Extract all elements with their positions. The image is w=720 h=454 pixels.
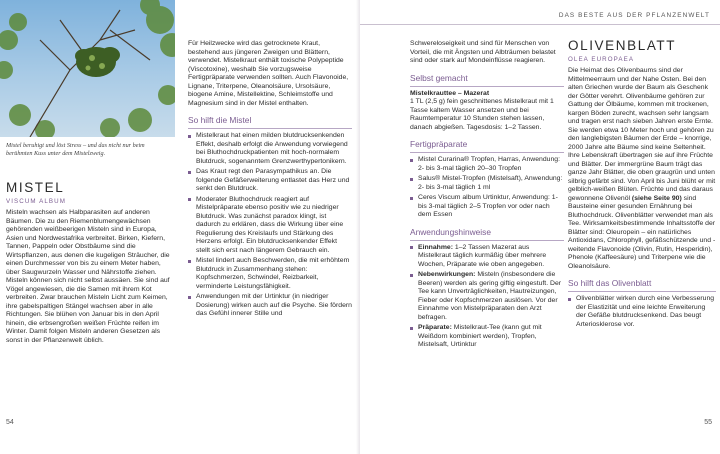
item-label: Präparate: bbox=[418, 324, 452, 331]
list-item: Mistel Curarina® Tropfen, Harras, Anwendung: 2- bis 3-mal täglich 20–30 Tropfen bbox=[410, 156, 564, 173]
tea-recipe-text: 1 TL (2,5 g) fein geschnittenes Mistelkraut mit 1 Tasse kaltem Wasser ansetzen und bei Raumtemperatur 10 Stunden stehen lassen, danach abgießen. Tagesdosis: 1–2 Tassen. bbox=[410, 98, 554, 131]
olivenblatt-latin-name: OLEA EUROPAEA bbox=[568, 56, 635, 63]
page-reference: (siehe Seite 90) bbox=[631, 194, 682, 202]
tea-recipe-title: Mistelkrauttee – Mazerat bbox=[410, 89, 490, 97]
mistel-help-list bbox=[188, 132, 352, 319]
mistel-continued-text: Schwereloseigkeit und sind für Menschen von Vorteil, die mit Ängsten und Albträumen belastet sind oder stark auf Mondeinflüsse reagieren. bbox=[410, 40, 556, 64]
running-head: DAS BESTE AUS DER PFLANZENWELT bbox=[558, 12, 710, 19]
olivenblatt-text bbox=[568, 67, 716, 271]
item-text: Mistelkraut-Tee (kann gut mit Weißdorn kombiniert werden), Tropfen, Mistelsaft, Urtinktur bbox=[418, 324, 542, 348]
divider bbox=[568, 291, 716, 292]
mistletoe-tree-illustration bbox=[0, 0, 175, 137]
divider bbox=[188, 128, 352, 129]
mistel-column-3 bbox=[410, 40, 564, 352]
list-item: Mistel lindert auch Beschwerden, die mit erhöhtem Blutdruck in Zusammenhang stehen: Kopfschmerzen, Schwindel, Reizbarkeit, verminderte Leistungsfähigkeit. bbox=[188, 257, 352, 291]
page-number-left: 54 bbox=[6, 419, 14, 426]
olivenblatt-column bbox=[568, 38, 716, 331]
right-page bbox=[360, 0, 720, 454]
list-item: Das Kraut regt den Parasympathikus an. Die folgende Gefäßerweiterung entlastet das Herz und senkt den Blutdruck. bbox=[188, 168, 352, 194]
list-item: Salus® Mistel-Tropfen (Mistelsaft), Anwendung: 2- bis 3-mal täglich 1 ml bbox=[410, 175, 564, 192]
anwendungshinweise-list bbox=[410, 244, 564, 350]
item-label: Nebenwirkungen: bbox=[418, 271, 476, 278]
olive-text-part: sind Bausteine einer gesunden Ernährung bei Bluthochdruck. Olivenblätter verwendet man als Tee. Wirksamkeitsbestimmende Inhaltsstoffe der Blätter sind: Oleuropein – ein natürliches Antioxidans, Chlorophyll, gefäßschützende und -weitende Flavonoide (Olivin, Rutin, Hesperidin), Phenole (Kaffeesäure) und Triterpene wie die Oleanolsäure. bbox=[568, 194, 716, 270]
olivenblatt-title: OLIVENBLATT bbox=[568, 38, 677, 53]
mistel-help-heading: So hilft die Mistel bbox=[188, 115, 252, 125]
mistel-title: MISTEL bbox=[6, 180, 65, 195]
photo-caption: Mistel beruhigt und löst Stress – und das nicht nur beim berühmten Kuss unter dem Mistelzweig. bbox=[6, 142, 145, 158]
list-item bbox=[410, 271, 564, 322]
fertigpraeparate-heading: Fertigpräparate bbox=[410, 139, 468, 149]
divider bbox=[410, 240, 564, 241]
item-text: Misteln (insbesondere die Beeren) werden als gering giftig eingestuft. Der Tee kann Unverträglichkeiten, Hautreizungen, Fieber oder Kopfschmerzen auslösen. Vor der Einnahme von Mistelpräparaten den Arzt befragen. bbox=[418, 271, 562, 321]
page-number-right: 55 bbox=[704, 419, 712, 426]
fertigpraeparate-list bbox=[410, 156, 564, 220]
mistel-column-2 bbox=[188, 40, 352, 321]
mistel-intro-text: Misteln wachsen als Halbparasiten auf anderen Bäumen. Die zu den Riemenblumengewächsen gehörenden weißbeerigen Misteln sind in Europa, Asien und Nordwestafrika verbreitet. Birken, Kiefern, Tannen, Pappeln oder Obstbäume sind die Wirtspflanzen, aus denen die kugeligen Sträucher, die einen Durchmesser von bis zu einem Meter haben, über Saugwurzeln Wasser und Nährstoffe ziehen. Misteln können sich nicht selbst aussäen. Sie sind auf Vögel angewiesen, die die Samen mit ihrem Kot verbreiten. Zwar brauchen Misteln Licht zum Keimen, ihre gabelspaltigen Stängel wachsen aber in alle Richtungen. Sie blühen von Januar bis in den April hinein, die erbsengroßen weißen Früchte reifen im Winter. Damit folgen Misteln anderen Gesetzen als sonst in der Pflanzenwelt üblich. bbox=[6, 209, 170, 344]
olive-text-part: Die Heimat des Olivenbaums sind der Mittelmeerraum und der Nahe Osten. Bei den alten Griechen wurde der Baum als Geschenk der Götter verehrt. Olivenbäume gehören zur Gattung der Ölbäume, kommen mit trockenen, kargen Böden zurecht, wachsen sehr langsam und tragen erst nach sieben Jahren erste Ernte. Sie werden etwa 10 Meter hoch und gehören zu den langlebigsten Bäumen der Erde – knorrige, 2000 Jahre alte Bäume sind keine Seltenheit. Ihre Lebenskraft übertragen sie auf ihre Früchte und Blätter. Der immergrüne Baum trägt das ganze Jahr Blätter, die oben graugrün und unten silbrig gefärbt sind. Von April bis Juni blüht er mit gelblich-weißen Blüten. Früchte und das daraus gewonnene Olivenöl bbox=[568, 67, 716, 202]
mistletoe-photo bbox=[0, 0, 175, 137]
item-label: Einnahme: bbox=[418, 243, 453, 251]
olivenblatt-help-heading: So hilft das Olivenblatt bbox=[568, 278, 652, 288]
mistel-latin-name: VISCUM ALBUM bbox=[6, 198, 66, 205]
divider bbox=[410, 86, 564, 87]
olivenblatt-help-list bbox=[568, 295, 716, 329]
list-item bbox=[410, 324, 564, 350]
mistel-column bbox=[6, 180, 170, 345]
list-item: Moderater Bluthochdruck reagiert auf Mistelpräparate ebenso positiv wie zu niedriger Blutdruck. Was zunächst paradox klingt, ist dadurch zu erklären, dass die Wirkung über eine Regulierung des Kreislaufs und Stärkung des Herzens erfolgt. Ein blutdrucksenkender Effekt stellt sich erst nach längerem Gebrauch ein. bbox=[188, 196, 352, 256]
anwendungshinweise-heading: Anwendungshinweise bbox=[410, 226, 492, 237]
list-item bbox=[410, 244, 564, 270]
header-rule bbox=[360, 24, 720, 25]
divider bbox=[410, 152, 564, 153]
selbst-gemacht-heading: Selbst gemacht bbox=[410, 72, 468, 83]
mistel-ingredients-text: Für Heilzwecke wird das getrocknete Kraut, bestehend aus jüngeren Zweigen und Blättern, verwendet. Mistelkraut enthält toxische Polypeptide (Viscotoxine), weshalb Sie vorzugsweise Fertigpräparate verwenden sollten. Auch Flavonoide, Lignane, Triterpene, Oleanolsäure, Ursolsäure, biogene Amine, Mistellektine, Schleimstoffe und Magnesium sind in der Mistel enthalten. bbox=[188, 40, 349, 107]
list-item: Mistelkraut hat einen milden blutdrucksenkenden Effekt, deshalb erfolgt die Anwendung vorwiegend bei Bluthochdruckpatienten mit hoch-normalem Blutdruck, sogenanntem Grenzwerthypertonikern. bbox=[188, 132, 352, 166]
list-item: Anwendungen mit der Urtinktur (in niedriger Dosierung) wirken auch auf die Psyche. Sie fördern das Gefühl innerer Stille und bbox=[188, 293, 352, 319]
list-item: Olivenblätter wirken durch eine Verbesserung der Elastizität und eine leichte Erweiterung der Gefäße blutdrucksenkend. Das beugt Arteriosklerose vor. bbox=[568, 295, 716, 329]
list-item: Ceres Viscum album Urtinktur, Anwendung: 1- bis 3-mal täglich 2–5 Tropfen vor oder nach dem Essen bbox=[410, 194, 564, 220]
item-text: 1–2 Tassen Mazerat aus Mistelkraut täglich kurmäßig über mehrere Wochen, Präparate wie oben angegeben. bbox=[418, 243, 547, 268]
